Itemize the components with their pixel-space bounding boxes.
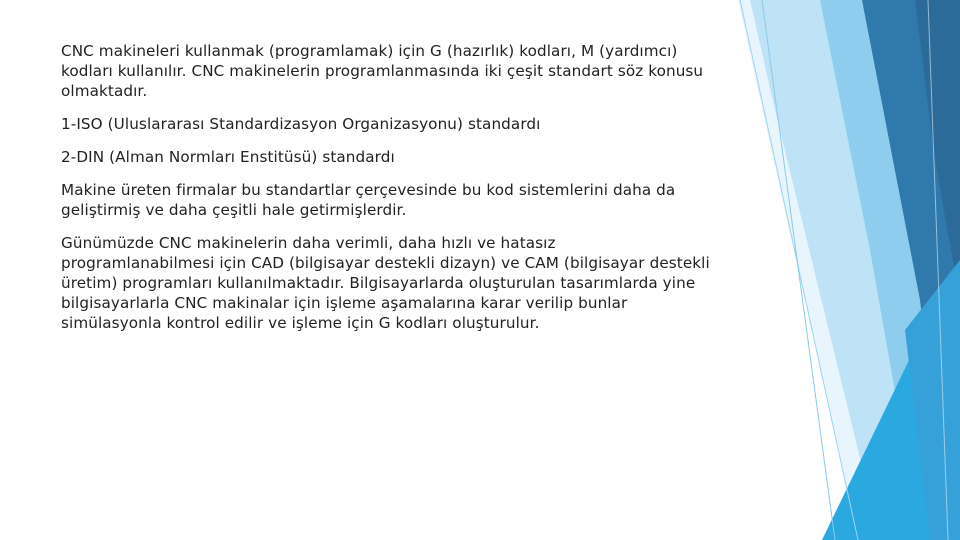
text-body xyxy=(61,41,711,346)
paragraph-cad-cam: Günümüzde CNC makinelerin daha verimli, daha hızlı ve hatasız programlanabilmesi için CAD (bilgisayar destekli dizayn) ve CAM (bilgisayar destekli üretim) programları kullanılmaktadır. Bilgisayarlarda oluşturulan tasarımlarda yine bilgisayarlarla CNC makinalar için işleme aşamalarına karar verilip bunlar simülasyonla kontrol edilir ve işleme için G kodları oluşturulur. xyxy=(61,234,710,332)
paragraph-iso-standard: 1-ISO (Uluslararası Standardizasyon Organizasyonu) standardı xyxy=(61,115,541,133)
paragraph-din-standard: 2-DIN (Alman Normları Enstitüsü) standardı xyxy=(61,148,395,166)
paragraph-cnc-intro: CNC makineleri kullanmak (programlamak) için G (hazırlık) kodları, M (yardımcı) kodları kullanılır. CNC makinelerin programlanmasında iki çeşit standart söz konusu olmaktadır. xyxy=(61,42,704,100)
paragraph-manufacturers: Makine üreten firmalar bu standartlar çerçevesinde bu kod sistemlerini daha da geliştirmiş ve daha çeşitli hale getirmişlerdir. xyxy=(61,181,676,219)
